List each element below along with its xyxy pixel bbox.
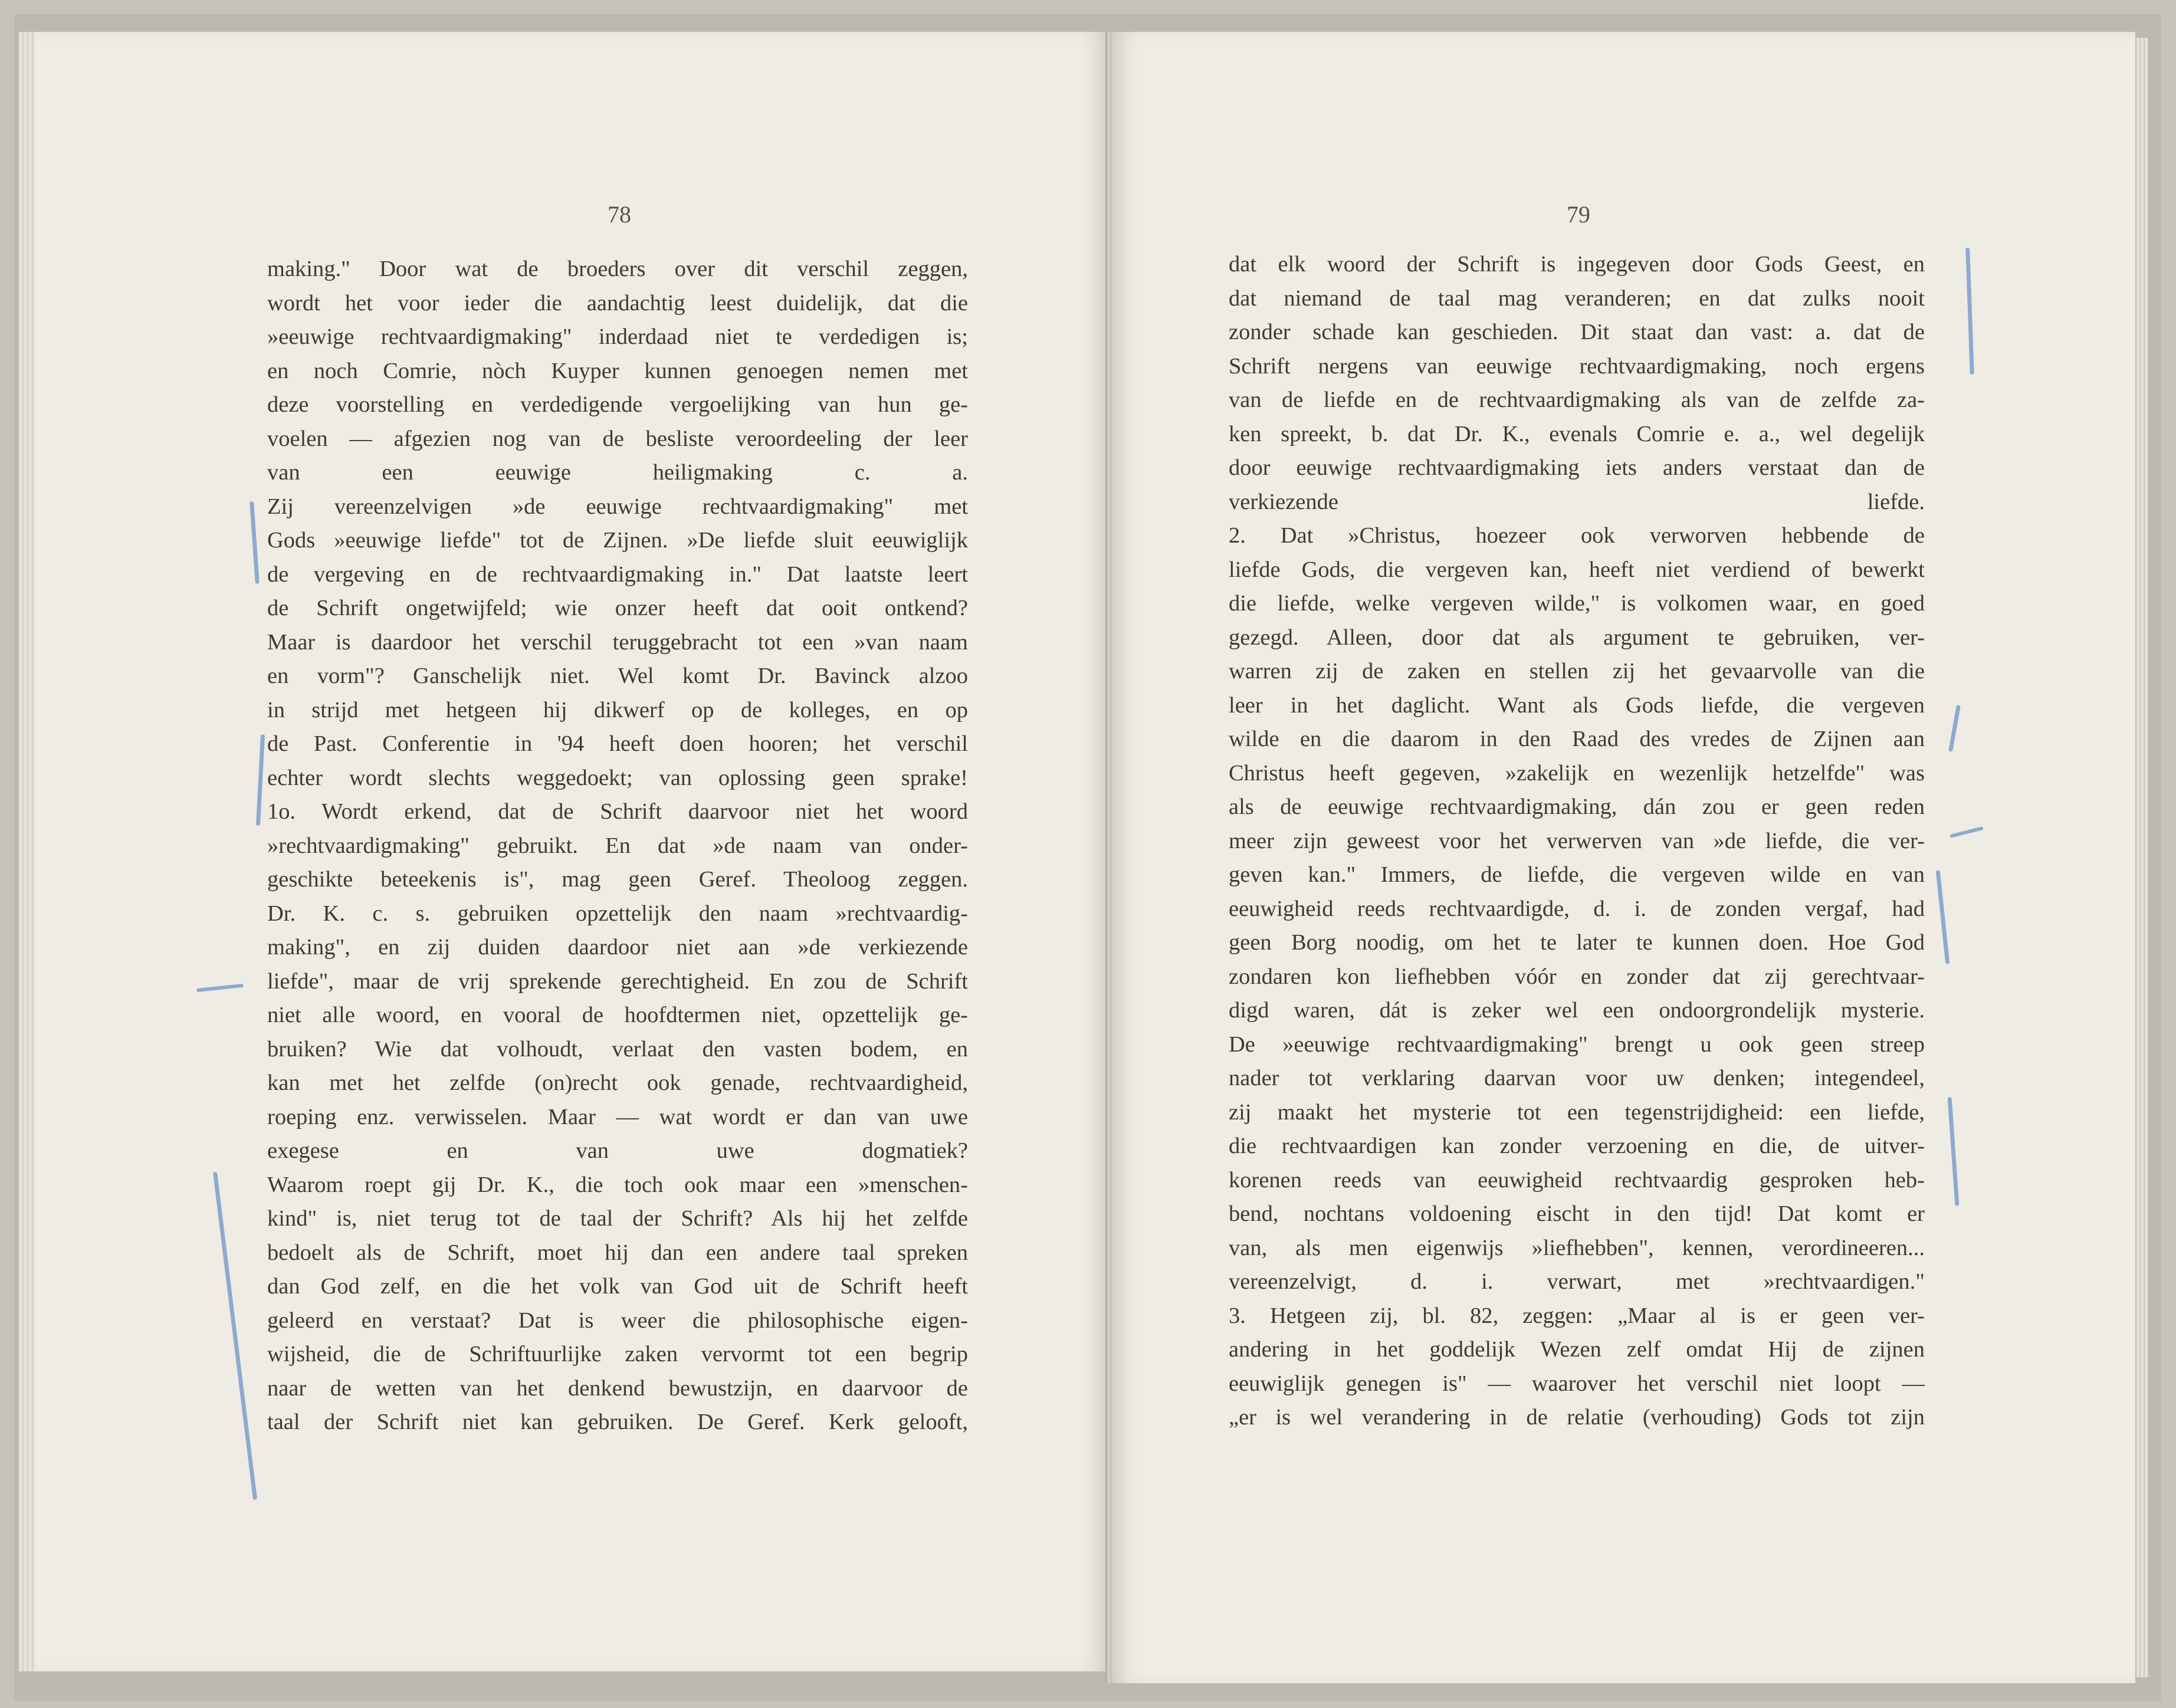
right-page-text-line: die rechtvaardigen kan zonder verzoening en die, de uitver- bbox=[1229, 1134, 1925, 1158]
right-page-text-line: „er is wel verandering in de relatie (verhouding) Gods tot zijn bbox=[1229, 1405, 1925, 1430]
left-page-text-line: wijsheid, die de Schriftuurlijke zaken vervormt tot een begrip bbox=[267, 1342, 968, 1367]
right-page-text-line: dat niemand de taal mag veranderen; en dat zulks nooit bbox=[1229, 285, 1925, 311]
right-page-text-line: van, als men eigenwijs »liefhebben", kennen, verordineeren... bbox=[1229, 1235, 1925, 1260]
right-page-text-line: wilde en die daarom in den Raad des vredes de Zijnen aan bbox=[1229, 727, 1925, 751]
right-page-text-line: andering in het goddelijk Wezen zelf omdat Hij de zijnen bbox=[1229, 1337, 1925, 1362]
right-page-text-line: zonder schade kan geschieden. Dit staat dan vast: a. dat de bbox=[1229, 320, 1925, 344]
left-page-text-line: en noch Comrie, nòch Kuyper kunnen genoegen nemen met bbox=[267, 358, 968, 383]
left-page-text-line: Waarom roept gij Dr. K., die toch ook maar een »menschen- bbox=[267, 1172, 968, 1197]
left-page-text-line: Zij vereenzelvigen »de eeuwige rechtvaardigmaking" met bbox=[267, 494, 968, 519]
right-page-edges bbox=[2136, 38, 2148, 1677]
right-page-text-line: zondaren kon liefhebben vóór en zonder dat zij gerechtvaar- bbox=[1229, 964, 1925, 989]
left-page-text-line: taal der Schrift niet kan gebruiken. De Geref. Kerk gelooft, bbox=[267, 1410, 968, 1434]
right-page-text-line: digd waren, dát is zeker wel een ondoorgrondelijk mysterie. bbox=[1229, 998, 1925, 1023]
left-page-text-line: making", en zij duiden daardoor niet aan »de verkiezende bbox=[267, 935, 968, 960]
right-page-text-line: dat elk woord der Schrift is ingegeven door Gods Geest, en bbox=[1229, 252, 1925, 277]
right-page-text-line: gezegd. Alleen, door dat als argument te gebruiken, ver- bbox=[1229, 625, 1925, 650]
left-page-text-line: echter wordt slechts weggedoekt; van oplossing geen sprake! bbox=[267, 765, 968, 790]
left-page-text-line: in strijd met hetgeen hij dikwerf op de kolleges, en op bbox=[267, 697, 968, 722]
left-page-text-line: bruiken? Wie dat volhoudt, verlaat den vasten bodem, en bbox=[267, 1036, 968, 1062]
left-page-text-line: dan God zelf, en die het volk van God uit de Schrift heeft bbox=[267, 1274, 968, 1299]
right-page-text-line: Schrift nergens van eeuwige rechtvaardigmaking, noch ergens bbox=[1229, 353, 1925, 379]
left-page-text-line: geschikte beteekenis is", mag geen Geref. Theoloog zeggen. bbox=[267, 867, 968, 892]
right-page-text-line: 3. Hetgeen zij, bl. 82, zeggen: „Maar al is er geen ver- bbox=[1229, 1303, 1925, 1328]
left-page-text-line: 1o. Wordt erkend, dat de Schrift daarvoor niet het woord bbox=[267, 799, 968, 824]
left-page-text-line: naar de wetten van het denkend bewustzijn, en daarvoor de bbox=[267, 1375, 968, 1401]
left-page-text-line: de Past. Conferentie in '94 heeft doen hooren; het verschil bbox=[267, 731, 968, 756]
left-page-text-line: van een eeuwige heiligmaking c. a. bbox=[267, 460, 968, 485]
right-page-text-line: geven kan." Immers, de liefde, die vergeven wilde en van bbox=[1229, 862, 1925, 887]
left-page-text-line: roeping enz. verwisselen. Maar — wat wordt er dan van uwe bbox=[267, 1104, 968, 1129]
right-page-text-line: eeuwigheid reeds rechtvaardigde, d. i. de zonden vergaf, had bbox=[1229, 896, 1925, 921]
right-page-text-line: warren zij de zaken en stellen zij het gevaarvolle van die bbox=[1229, 659, 1925, 684]
right-page-text-line: geen Borg noodig, om het te later te kunnen doen. Hoe God bbox=[1229, 930, 1925, 955]
left-page-number: 78 bbox=[608, 201, 631, 228]
right-page-text-line: van de liefde en de rechtvaardigmaking als van de zelfde za- bbox=[1229, 387, 1925, 412]
right-page-text-line: korenen reeds van eeuwigheid rechtvaardig gesproken heb- bbox=[1229, 1167, 1925, 1193]
right-page-text-line: vereenzelvigt, d. i. verwart, met »rechtvaardigen." bbox=[1229, 1269, 1925, 1294]
left-page-text-line: wordt het voor ieder die aandachtig leest duidelijk, dat die bbox=[267, 290, 968, 316]
left-page-text-line: en vorm"? Ganschelijk niet. Wel komt Dr. Bavinck alzoo bbox=[267, 664, 968, 688]
right-page-text-line: De »eeuwige rechtvaardigmaking" brengt u ook geen streep bbox=[1229, 1032, 1925, 1057]
right-page-text-line: zij maakt het mysterie tot een tegenstrijdigheid: een liefde, bbox=[1229, 1099, 1925, 1125]
left-page-text-line: Gods »eeuwige liefde" tot de Zijnen. »De liefde sluit eeuwiglijk bbox=[267, 528, 968, 553]
right-page-text-line: ken spreekt, b. dat Dr. K., evenals Comrie e. a., wel degelijk bbox=[1229, 421, 1925, 446]
right-page-text-line: verkiezende liefde. bbox=[1229, 489, 1925, 514]
left-page-text bbox=[267, 252, 968, 1440]
left-page-text-line: Dr. K. c. s. gebruiken opzettelijk den naam »rechtvaardig- bbox=[267, 901, 968, 926]
left-page-text-line: voelen — afgezien nog van de besliste veroordeeling der leer bbox=[267, 426, 968, 451]
left-page-text-line: deze voorstelling en verdedigende vergoelijking van hun ge- bbox=[267, 392, 968, 417]
left-page-text-line: geleerd en verstaat? Dat is weer die philosophische eigen- bbox=[267, 1308, 968, 1333]
right-page-text-line: nader tot verklaring daarvan voor uw denken; integendeel, bbox=[1229, 1066, 1925, 1091]
right-page-text-line: leer in het daglicht. Want als Gods liefde, die vergeven bbox=[1229, 692, 1925, 718]
left-page-text-line: de vergeving en de rechtvaardigmaking in." Dat laatste leert bbox=[267, 561, 968, 587]
left-page-text-line: bedoelt als de Schrift, moet hij dan een andere taal spreken bbox=[267, 1240, 968, 1265]
right-page-text-line: door eeuwige rechtvaardigmaking iets anders verstaat dan de bbox=[1229, 455, 1925, 480]
left-page-text-line: »eeuwige rechtvaardigmaking" inderdaad niet te verdedigen is; bbox=[267, 324, 968, 349]
right-page-text-line: 2. Dat »Christus, hoezeer ook verworven hebbende de bbox=[1229, 523, 1925, 548]
right-page-text-line: die liefde, welke vergeven wilde," is volkomen waar, en goed bbox=[1229, 591, 1925, 616]
left-page-text-line: kan met het zelfde (on)recht ook genade, rechtvaardigheid, bbox=[267, 1070, 968, 1095]
left-page-text-line: Maar is daardoor het verschil teruggebracht tot een »van naam bbox=[267, 629, 968, 655]
left-page-text-line: »rechtvaardigmaking" gebruikt. En dat »de naam van onder- bbox=[267, 833, 968, 858]
left-page-text-line: de Schrift ongetwijfeld; wie onzer heeft dat ooit ontkend? bbox=[267, 596, 968, 620]
left-page-text-line: exegese en van uwe dogmatiek? bbox=[267, 1138, 968, 1163]
right-page-text bbox=[1229, 248, 1925, 1435]
left-page-text-line: liefde", maar de vrij sprekende gerechtigheid. En zou de Schrift bbox=[267, 968, 968, 994]
left-page-text-line: niet alle woord, en vooral de hoofdtermen niet, opzettelijk ge- bbox=[267, 1003, 968, 1027]
right-page-number: 79 bbox=[1567, 201, 1590, 228]
left-page-text-line: kind" is, niet terug tot de taal der Schrift? Als hij het zelfde bbox=[267, 1206, 968, 1231]
left-page-text-line: making." Door wat de broeders over dit verschil zeggen, bbox=[267, 257, 968, 281]
right-page-text-line: als de eeuwige rechtvaardigmaking, dán zou er geen reden bbox=[1229, 794, 1925, 819]
right-page-text-line: meer zijn geweest voor het verwerven van »de liefde, die ver- bbox=[1229, 828, 1925, 853]
right-page-text-line: Christus heeft gegeven, »zakelijk en wezenlijk hetzelfde" was bbox=[1229, 760, 1925, 786]
right-page-text-line: bend, nochtans voldoening eischt in den tijd! Dat komt er bbox=[1229, 1201, 1925, 1226]
right-page-text-line: eeuwiglijk genegen is" — waarover het verschil niet loopt — bbox=[1229, 1371, 1925, 1396]
right-page-text-line: liefde Gods, die vergeven kan, heeft niet verdiend of bewerkt bbox=[1229, 557, 1925, 582]
